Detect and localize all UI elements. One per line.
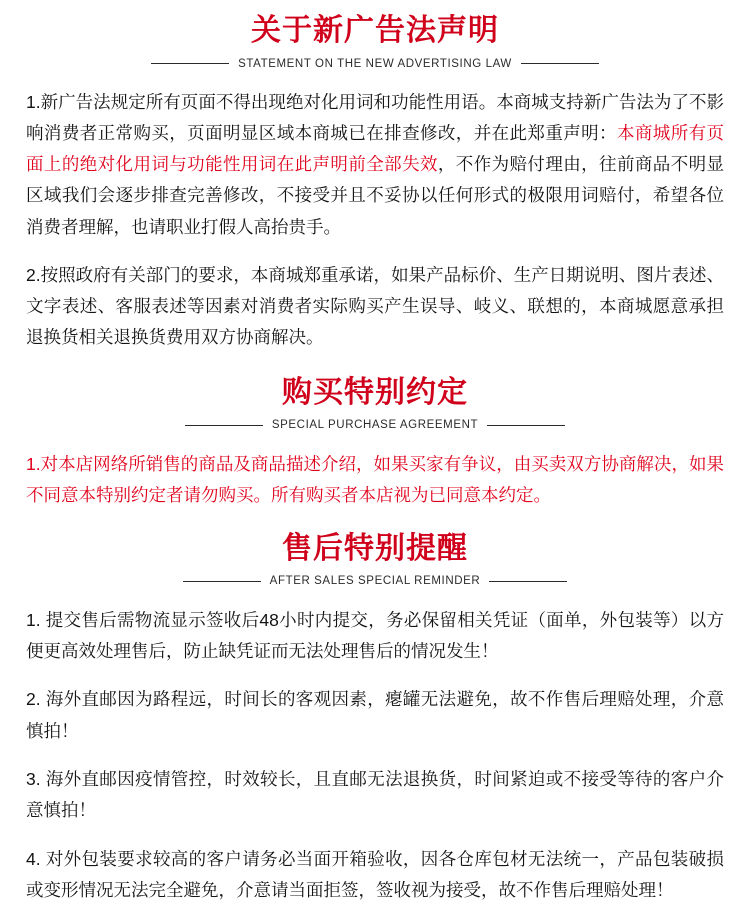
paragraph-1-part-3: ，不作为赔付理由，往前商品不明显区域我们会逐步排查完善修改，不接受并且不妥协以任何形式的极限用词赔付，希望各位消费者理解，也请职业打假人高抬贵手。 <box>26 154 725 237</box>
paragraph-2-text: 2.按照政府有关部门的要求，本商城郑重承诺，如果产品标价、生产日期说明、图片表述、文字表述、客服表述等因素对消费者实际购买产生误导、岐义、联想的，本商城愿意承担退换货相关退换货费用双方协商解决。 <box>26 265 724 348</box>
rule-right-1 <box>521 63 599 64</box>
advertising-law-paragraph-1 <box>26 87 724 243</box>
after-sales-list <box>26 605 724 906</box>
purchase-agreement-body <box>26 449 724 512</box>
advertising-law-subtitle: STATEMENT ON THE NEW ADVERTISING LAW <box>238 57 512 70</box>
purchase-agreement-title: 购买特别约定 <box>282 375 468 409</box>
after-sales-title: 售后特别提醒 <box>282 531 468 565</box>
purchase-agreement-paragraph-1: 1.对本店网络所销售的商品及商品描述介绍，如果买家有争议，由买卖双方协商解决，如果不同意本特别约定者请勿购买。所有购买者本店视为已同意本约定。 <box>26 453 724 506</box>
rule-left-2 <box>185 425 263 426</box>
advertising-law-paragraph-2 <box>26 260 724 353</box>
list-item: 2. 海外直邮因为路程远，时间长的客观因素，瘪罐无法避免，故不作售后理赔处理，介意慎拍！ <box>26 689 724 741</box>
purchase-agreement-subtitle-row <box>26 419 724 431</box>
paragraph-1-part-2-highlight: 本商城所有页面上的绝对化用词与功能性用词在此声明前全部失效 <box>26 123 725 175</box>
rule-left-3 <box>183 581 261 582</box>
list-item: 3. 海外直邮因疫情管控，时效较长，且直邮无法退换货，时间紧迫或不接受等待的客户介意慎拍！ <box>26 769 724 821</box>
list-item: 4. 对外包装要求较高的客户请务必当面开箱验收，因各仓库包材无法统一，产品包装破损或变形情况无法完全避免，介意请当面拒签，签收视为接受，故不作售后理赔处理！ <box>26 848 724 901</box>
advertising-law-title: 关于新广告法声明 <box>251 14 499 47</box>
advertising-law-subtitle-row <box>26 58 724 70</box>
paragraph-1-part-1: 1.新广告法规定所有页面不得出现绝对化用词和功能性用语。本商城支持新广告法为了不影响消费者正常购买，页面明显区域本商城已在排查修改，并在此郑重声明： <box>26 92 724 144</box>
after-sales-subtitle: AFTER SALES SPECIAL REMINDER <box>269 575 481 588</box>
list-item: 1. 提交售后需物流显示签收后48小时内提交，务必保留相关凭证（面单，外包装等）以方便更高效处理售后，防止缺凭证而无法处理售后的情况发生！ <box>26 609 724 661</box>
rule-right-3 <box>489 581 567 582</box>
rule-right-2 <box>487 425 565 426</box>
rule-left-1 <box>151 63 229 64</box>
advertising-law-body <box>26 87 724 354</box>
after-sales-subtitle-row <box>26 575 724 587</box>
purchase-agreement-subtitle: SPECIAL PURCHASE AGREEMENT <box>271 419 479 432</box>
